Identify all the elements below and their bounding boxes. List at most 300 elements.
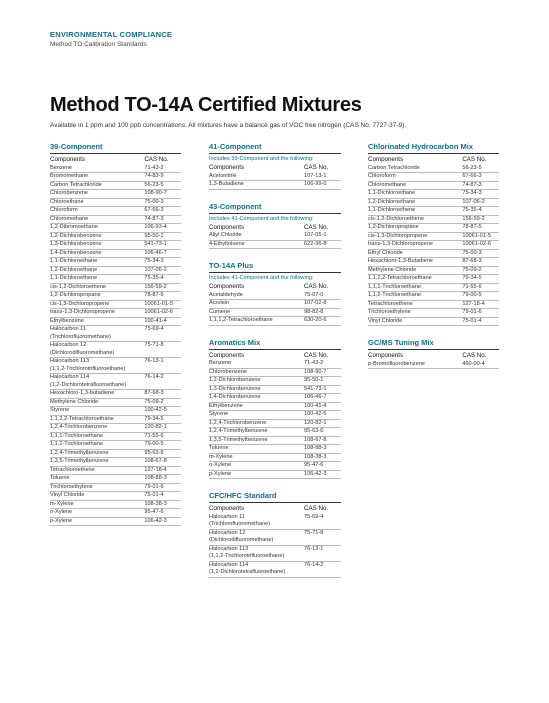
component-name: 1,2-Dichlorobenzene [209, 377, 304, 386]
component-name: Chloroform [368, 173, 462, 182]
table-row [209, 240, 341, 249]
table-row [50, 500, 181, 509]
table-row [50, 275, 181, 284]
component-name: Styrene [50, 407, 144, 416]
component-name: p-Xylene [50, 517, 144, 526]
cas-number: 120-82-1 [304, 419, 341, 428]
mixture-section [50, 142, 181, 526]
table-row [209, 377, 341, 386]
table-header-row [368, 155, 499, 165]
table-row [368, 317, 499, 326]
cas-number: 108-88-3 [144, 475, 181, 484]
cas-number: 75-00-3 [144, 198, 181, 207]
table-row [50, 358, 181, 374]
column-header-components: Components [209, 164, 245, 171]
component-name: cis-1,2-Dichloroethene [50, 283, 144, 292]
cas-number: 71-43-2 [304, 360, 341, 368]
table-row [209, 436, 341, 445]
component-name: 1,2-Dibromoethane [50, 224, 144, 233]
cas-number: 107-06-2 [144, 266, 181, 275]
component-name: Vinyl Chloride [368, 317, 462, 326]
component-name: 1,1,1,2-Tetrachloroethane [209, 317, 304, 326]
component-name: Ethylbenzene [209, 402, 304, 411]
table-row [50, 165, 181, 173]
mixture-section [368, 338, 499, 369]
component-name: 1,2,4-Trimethylbenzene [50, 449, 144, 458]
section-title: Chlorinated Hydrocarbon Mix [368, 142, 499, 154]
column-left [50, 142, 181, 538]
cas-number: 87-68-3 [462, 258, 499, 267]
table-row [209, 529, 341, 545]
cas-number: 79-00-5 [144, 441, 181, 450]
component-name: Chloroform [50, 207, 144, 216]
component-name: Chloromethane [368, 181, 462, 190]
cas-number: 75-01-4 [462, 317, 499, 326]
component-name: Benzene [209, 360, 304, 368]
component-name: 1,3,5-Trimethylbenzene [50, 458, 144, 467]
table-row [50, 232, 181, 241]
table-row [209, 545, 341, 561]
table-row [50, 407, 181, 416]
table-row [50, 342, 181, 358]
component-name: 1,3-Dichlorobenzene [209, 385, 304, 394]
cas-number: 56-23-5 [462, 165, 499, 173]
cas-number: 100-42-5 [144, 407, 181, 416]
component-name: m-Xylene [209, 453, 304, 462]
component-name: Ethylbenzene [50, 317, 144, 326]
cas-number: 106-46-7 [304, 394, 341, 403]
component-name: cis-1,2-Dichloroethene [368, 215, 462, 224]
column-header-components: Components [209, 505, 245, 512]
table-row [50, 173, 181, 182]
table-row [209, 428, 341, 437]
component-name: Vinyl Chloride [50, 492, 144, 501]
component-name: Halocarbon 11 (Trichlorofluoromethane) [209, 514, 304, 530]
cas-number: 622-96-8 [304, 240, 341, 249]
cas-number: 79-00-5 [462, 292, 499, 301]
cas-number: 75-69-4 [144, 326, 181, 342]
cas-number: 95-63-6 [144, 449, 181, 458]
component-name: 1,2-Dichloroethane [50, 266, 144, 275]
table-row [50, 475, 181, 484]
mixture-section [368, 142, 499, 326]
table-row [368, 207, 499, 216]
table-row [50, 266, 181, 275]
component-name: 1,1,2-Trichloroethane [368, 292, 462, 301]
component-name: p-Bromofluorobenzene [368, 361, 462, 369]
table-row [50, 292, 181, 301]
table-row [50, 441, 181, 450]
component-name: Acrolein [209, 300, 304, 309]
mixture-section [209, 338, 341, 480]
cas-number: 95-47-6 [304, 462, 341, 471]
column-header-cas: CAS No. [304, 505, 329, 512]
component-name: o-Xylene [50, 509, 144, 518]
cas-number: 95-63-6 [304, 428, 341, 437]
table-row [209, 453, 341, 462]
table-row [368, 300, 499, 309]
component-name: 4-Ethyltoluene [209, 240, 304, 249]
column-right [368, 142, 499, 381]
component-name: Halocarbon 114 (1,2-Dichlorotetrafluoroethane) [50, 374, 144, 390]
component-name: Chloromethane [50, 215, 144, 224]
table-row [368, 173, 499, 182]
cas-number: 108-88-3 [304, 445, 341, 454]
section-note: Includes 41-Component and the following: [209, 275, 314, 281]
table-row [209, 462, 341, 471]
table-row [209, 292, 341, 300]
table-row [368, 232, 499, 241]
table-row [50, 300, 181, 309]
cas-number: 71-55-6 [462, 283, 499, 292]
table-row [50, 190, 181, 199]
component-name: Hexachloro-1,3-butadiene [50, 390, 144, 399]
column-header-cas: CAS No. [462, 156, 487, 163]
cas-number: 78-87-5 [144, 292, 181, 301]
table-row [368, 283, 499, 292]
table-row [50, 258, 181, 267]
cas-number: 67-66-3 [462, 173, 499, 182]
table-header-row [209, 351, 341, 361]
component-name: 1,2-Dichloropropane [50, 292, 144, 301]
cas-number: 107-02-8 [304, 300, 341, 309]
component-name: p-Xylene [209, 470, 304, 479]
cas-number: 156-59-2 [462, 215, 499, 224]
table-row [50, 415, 181, 424]
table-row [50, 207, 181, 216]
cas-number: 75-09-2 [462, 266, 499, 275]
components-table [209, 163, 341, 190]
cas-number: 127-18-4 [144, 466, 181, 475]
cas-number: 74-87-3 [144, 215, 181, 224]
section-note: Includes 39-Component and the following: [209, 156, 314, 162]
cas-number: 106-93-4 [144, 224, 181, 233]
cas-number: 107-06-2 [462, 198, 499, 207]
component-name: 1,3-Dichlorobenzene [50, 241, 144, 250]
table-row [50, 466, 181, 475]
table-row [209, 173, 341, 181]
table-row [368, 258, 499, 267]
table-header-row [209, 163, 341, 173]
cas-number: 10061-02-6 [462, 241, 499, 250]
component-name: 1,1,1-Trichloroethane [368, 283, 462, 292]
table-row [368, 249, 499, 258]
component-name: Cumene [209, 308, 304, 317]
component-name: Tetrachloroethene [368, 300, 462, 309]
table-row [209, 317, 341, 326]
table-row [50, 398, 181, 407]
table-row [209, 394, 341, 403]
cas-number: 100-41-4 [144, 317, 181, 326]
component-name: Styrene [209, 411, 304, 420]
table-row [368, 241, 499, 250]
component-name: 1,1,1-Trichloroethane [50, 432, 144, 441]
cas-number: 75-35-4 [462, 207, 499, 216]
table-row [50, 326, 181, 342]
components-table [209, 504, 341, 578]
table-header-row [50, 155, 181, 165]
table-row [209, 445, 341, 454]
cas-number: 75-07-0 [304, 292, 341, 300]
table-row [50, 283, 181, 292]
cas-number: 95-50-1 [144, 232, 181, 241]
intro-text: Available in 1 ppm and 100 ppb concentrations. All mixtures have a balance gas of VOC free nitrogen (CAS No. 7727-37-9). [50, 122, 407, 129]
table-row [50, 390, 181, 399]
table-row [50, 492, 181, 501]
cas-number: 460-00-4 [462, 361, 499, 369]
cas-number: 108-67-8 [144, 458, 181, 467]
section-label: ENVIRONMENTAL COMPLIANCE [50, 30, 173, 39]
cas-number: 67-66-3 [144, 207, 181, 216]
component-name: 1,2,4-Trichlorobenzene [50, 424, 144, 433]
page-header [50, 30, 172, 48]
component-name: Chlorobenzene [50, 190, 144, 199]
cas-number: 95-50-1 [304, 377, 341, 386]
cas-number: 76-13-1 [304, 545, 341, 561]
cas-number: 71-55-6 [144, 432, 181, 441]
mixture-section [209, 261, 341, 326]
column-header-components: Components [209, 283, 245, 290]
cas-number: 10061-01-5 [144, 300, 181, 309]
column-header-cas: CAS No. [304, 351, 329, 359]
table-row [50, 249, 181, 258]
column-header-components: Components [368, 352, 404, 359]
component-name: 1,1,2-Trichloroethane [50, 441, 144, 450]
cas-number: 75-00-3 [462, 249, 499, 258]
cas-number: 108-90-7 [304, 368, 341, 377]
component-name: cis-1,3-Dichloropropene [50, 300, 144, 309]
cas-number: 108-67-8 [304, 436, 341, 445]
table-row [368, 215, 499, 224]
table-row [50, 509, 181, 518]
table-row [209, 181, 341, 190]
table-row [209, 402, 341, 411]
components-table [368, 155, 499, 326]
table-row [50, 517, 181, 526]
section-title: 41-Component [209, 142, 341, 154]
table-row [209, 232, 341, 240]
component-name: 1,2-Dichloropropane [368, 224, 462, 233]
mixture-section [209, 142, 341, 190]
table-header-row [368, 351, 499, 361]
component-name: 1,2,4-Trimethylbenzene [209, 428, 304, 437]
component-name: Bromomethane [50, 173, 144, 182]
table-row [368, 266, 499, 275]
component-name: Ethyl Chloride [368, 249, 462, 258]
component-name: cis-1,3-Dichloropropene [368, 232, 462, 241]
cas-number: 100-41-4 [304, 402, 341, 411]
cas-number: 87-68-3 [144, 390, 181, 399]
cas-number: 127-18-4 [462, 300, 499, 309]
column-header-cas: CAS No. [144, 156, 169, 163]
component-name: o-Xylene [209, 462, 304, 471]
section-note: Includes 41-Component and the following: [209, 215, 314, 222]
cas-number: 75-09-2 [144, 398, 181, 407]
cas-number: 75-71-8 [304, 529, 341, 545]
components-table [368, 351, 499, 369]
column-middle [209, 142, 341, 590]
cas-number: 79-01-6 [144, 483, 181, 492]
table-row [209, 470, 341, 479]
cas-number: 74-83-9 [144, 173, 181, 182]
cas-number: 56-23-5 [144, 181, 181, 190]
table-row [209, 360, 341, 368]
component-name: Acetaldehyde [209, 292, 304, 300]
table-row [368, 181, 499, 190]
component-name: Toluene [209, 445, 304, 454]
cas-number: 75-01-4 [144, 492, 181, 501]
cas-number: 106-42-3 [304, 470, 341, 479]
component-name: Halocarbon 12 (Dichlorodifluoromethane) [50, 342, 144, 358]
component-name: 1,2-Dichloroethane [368, 198, 462, 207]
component-name: Toluene [50, 475, 144, 484]
section-title: GC/MS Tuning Mix [368, 338, 499, 350]
component-name: 1,1,2,2-Tetrachloroethane [50, 415, 144, 424]
cas-number: 100-42-5 [304, 411, 341, 420]
component-name: Halocarbon 12 (Dichlorodifluoromethane) [209, 529, 304, 545]
cas-number: 108-38-3 [144, 500, 181, 509]
component-name: m-Xylene [50, 500, 144, 509]
component-name: Halocarbon 11 (Trichlorofluoromethane) [50, 326, 144, 342]
components-table [50, 155, 181, 526]
table-row [368, 361, 499, 369]
cas-number: 10061-01-5 [462, 232, 499, 241]
table-row [50, 224, 181, 233]
cas-number: 75-69-4 [304, 514, 341, 530]
cas-number: 95-47-6 [144, 509, 181, 518]
table-header-row [209, 282, 341, 292]
table-row [368, 224, 499, 233]
component-name: Halocarbon 113 (1,1,2-Trichlorotrifluoroethane) [209, 545, 304, 561]
cas-number: 120-82-1 [144, 424, 181, 433]
column-header-cas: CAS No. [304, 223, 329, 231]
component-name: 1,2-Dichlorobenzene [50, 232, 144, 241]
component-name: 1,1,2,2-Tetrachloroethane [368, 275, 462, 284]
cas-number: 106-99-0 [304, 181, 341, 190]
section-title: 39-Component [50, 142, 181, 154]
cas-number: 541-73-1 [304, 385, 341, 394]
column-header-cas: CAS No. [304, 283, 329, 290]
component-name: Methylene Chloride [50, 398, 144, 407]
component-name: 1,4-Dichlorobenzene [50, 249, 144, 258]
table-row [50, 424, 181, 433]
cas-number: 75-34-3 [144, 258, 181, 267]
subsection-label: Method TO Calibration Standards [50, 41, 147, 48]
cas-number: 78-87-5 [462, 224, 499, 233]
cas-number: 630-20-6 [304, 317, 341, 326]
cas-number: 74-87-3 [462, 181, 499, 190]
cas-number: 106-46-7 [144, 249, 181, 258]
table-row [209, 419, 341, 428]
component-name: Trichloroethylene [50, 483, 144, 492]
table-row [50, 374, 181, 390]
components-table [209, 351, 341, 480]
table-row [50, 483, 181, 492]
mixture-section [209, 491, 341, 578]
cas-number: 75-34-3 [462, 190, 499, 199]
cas-number: 76-14-2 [304, 561, 341, 577]
table-row [50, 449, 181, 458]
component-name: Carbon Tetrachloride [368, 165, 462, 173]
cas-number: 79-34-5 [462, 275, 499, 284]
component-name: 1,1-Dichloroethane [50, 258, 144, 267]
table-row [209, 561, 341, 577]
cas-number: 156-59-2 [144, 283, 181, 292]
column-header-components: Components [209, 351, 245, 359]
component-name: trans-1,3-Dichloropropene [368, 241, 462, 250]
table-row [368, 165, 499, 173]
column-header-cas: CAS No. [304, 164, 329, 171]
column-header-components: Components [209, 223, 245, 231]
cas-number: 106-42-3 [144, 517, 181, 526]
mixture-section [209, 202, 341, 250]
table-row [368, 292, 499, 301]
table-row [50, 309, 181, 318]
section-title: TO-14A Plus [209, 261, 341, 273]
table-row [368, 275, 499, 284]
component-name: 1,1-Dichloroethene [368, 207, 462, 216]
page-title: Method TO-14A Certified Mixtures [50, 94, 362, 116]
cas-number: 75-71-8 [144, 342, 181, 358]
table-row [50, 432, 181, 441]
table-row [50, 198, 181, 207]
components-table [209, 282, 341, 326]
cas-number: 71-43-2 [144, 165, 181, 173]
component-name: 1,3-Butadiene [209, 181, 304, 190]
component-name: Halocarbon 113 (1,1,2-Trichlorotrifluoroethane) [50, 358, 144, 374]
component-name: Benzene [50, 165, 144, 173]
column-header-cas: CAS No. [462, 352, 487, 359]
component-name: Methylene Chloride [368, 266, 462, 275]
column-header-components: Components [50, 156, 86, 163]
cas-number: 107-05-1 [304, 232, 341, 240]
components-table [209, 223, 341, 250]
component-name: 1,1-Dichloroethane [368, 190, 462, 199]
component-name: Allyl Chloride [209, 232, 304, 240]
table-row [50, 241, 181, 250]
component-name: Acetonitrile [209, 173, 304, 181]
table-row [50, 215, 181, 224]
table-row [209, 514, 341, 530]
table-row [209, 308, 341, 317]
component-name: Chlorobenzene [209, 368, 304, 377]
table-row [368, 190, 499, 199]
table-row [209, 411, 341, 420]
table-row [368, 309, 499, 318]
cas-number: 107-13-1 [304, 173, 341, 181]
cas-number: 76-13-1 [144, 358, 181, 374]
table-header-row [209, 223, 341, 233]
component-name: 1,3,5-Trimethylbenzene [209, 436, 304, 445]
section-title: Aromatics Mix [209, 338, 341, 350]
section-title: CFC/HFC Standard [209, 491, 341, 503]
cas-number: 76-14-2 [144, 374, 181, 390]
component-name: Tetrachloroethene [50, 466, 144, 475]
table-row [50, 317, 181, 326]
cas-number: 98-82-8 [304, 308, 341, 317]
component-name: Hexachloro-1,3-Butadiene [368, 258, 462, 267]
component-name: Chloroethane [50, 198, 144, 207]
cas-number: 75-35-4 [144, 275, 181, 284]
table-row [50, 181, 181, 190]
component-name: Halocarbon 114 (1,2-Dichlorotetrafluoroethane) [209, 561, 304, 577]
table-header-row [209, 504, 341, 514]
table-row [209, 300, 341, 309]
table-row [209, 368, 341, 377]
component-name: 1,2,4-Trichlorobenzene [209, 419, 304, 428]
component-name: 1,4-Dichlorobenzene [209, 394, 304, 403]
cas-number: 79-34-5 [144, 415, 181, 424]
